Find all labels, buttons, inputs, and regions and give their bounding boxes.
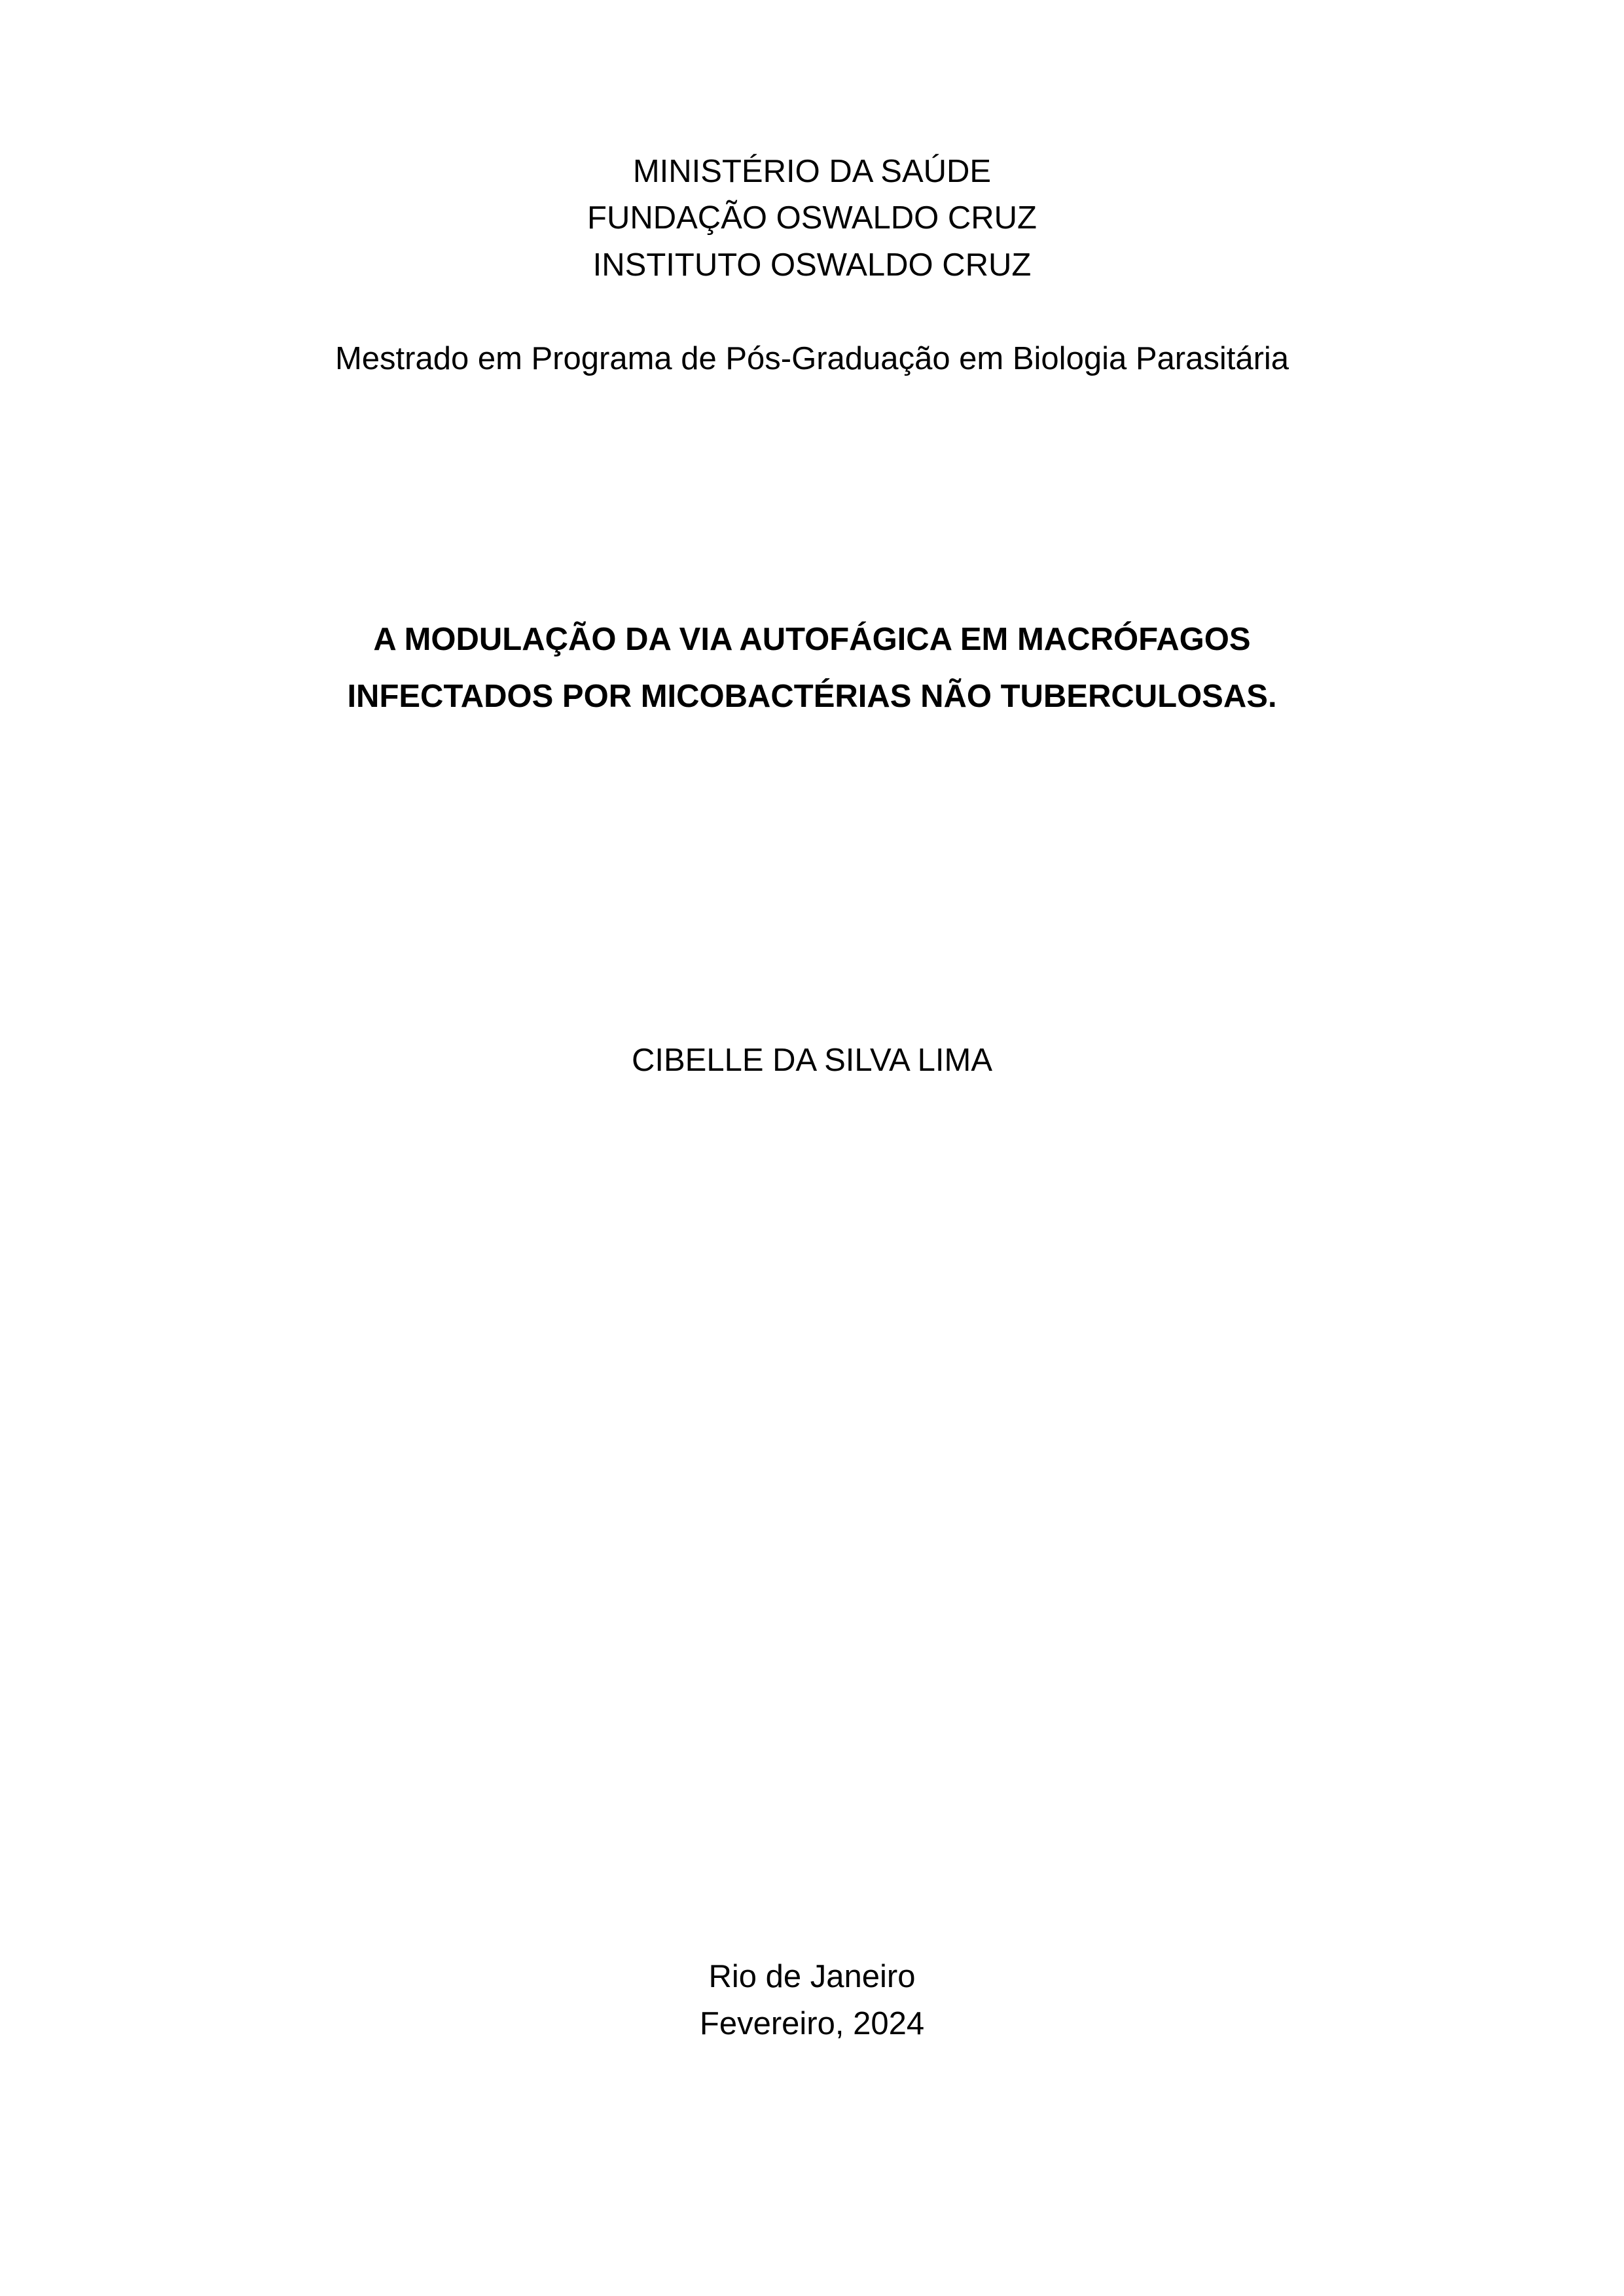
thesis-title-line-1: A MODULAÇÃO DA VIA AUTOFÁGICA EM MACRÓFAGOS xyxy=(373,622,1251,657)
foundation-name: FUNDAÇÃO OSWALDO CRUZ xyxy=(587,200,1037,236)
institute-name: INSTITUTO OSWALDO CRUZ xyxy=(592,247,1032,283)
publication-city: Rio de Janeiro xyxy=(708,1959,916,1994)
publication-date: Fevereiro, 2024 xyxy=(699,2006,925,2041)
ministry-name: MINISTÉRIO DA SAÚDE xyxy=(632,154,992,189)
author-name: CIBELLE DA SILVA LIMA xyxy=(631,1043,993,1078)
program-name: Mestrado em Programa de Pós-Graduação em Biologia Parasitária xyxy=(334,341,1290,376)
thesis-title-line-2: INFECTADOS POR MICOBACTÉRIAS NÃO TUBERCULOSAS. xyxy=(347,679,1277,714)
